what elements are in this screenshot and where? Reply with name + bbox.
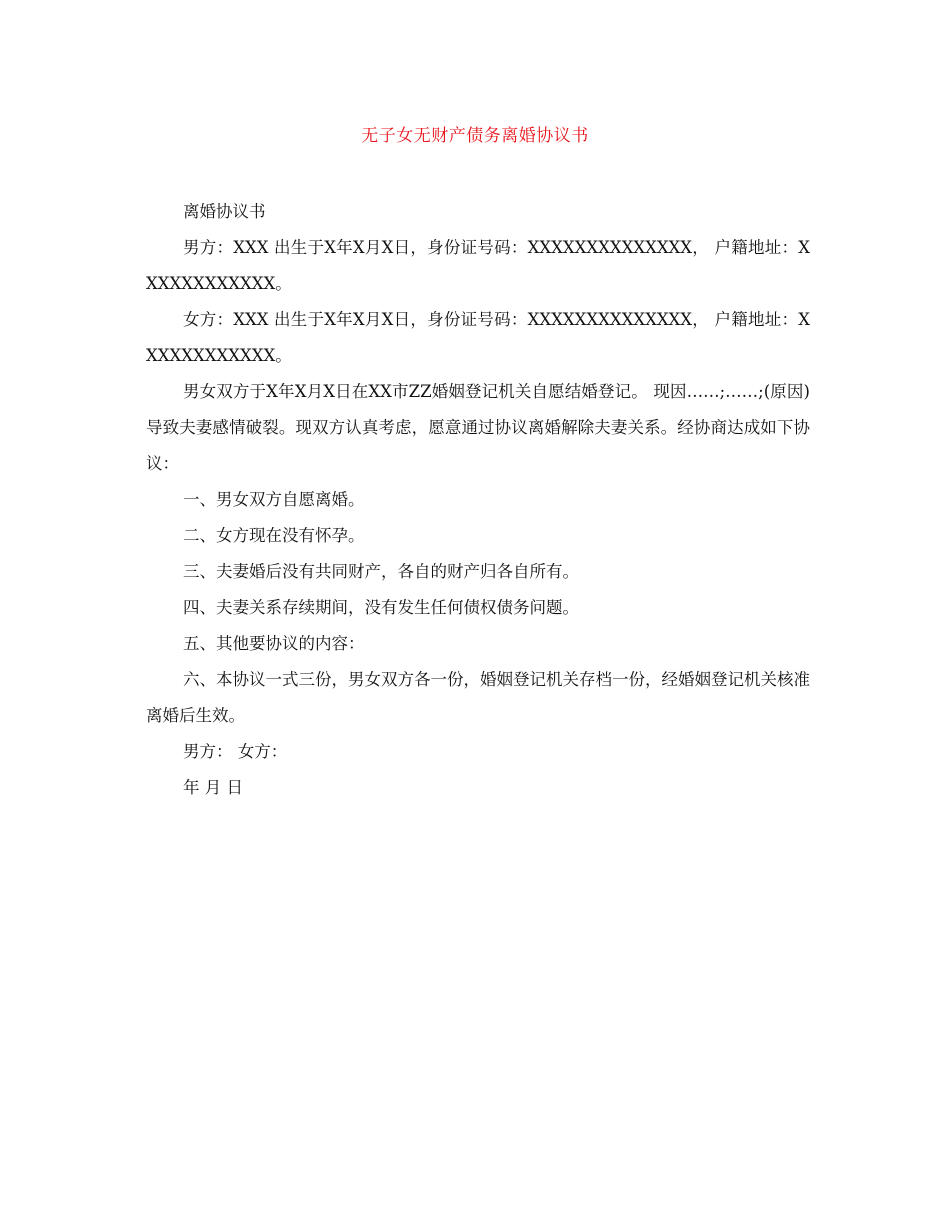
clause-5: 五、其他要协议的内容： [183, 634, 365, 653]
document-body [146, 194, 810, 806]
paragraph-background: 男女双方于X年X月X日在XX市ZZ婚姻登记机关自愿结婚登记。 现因……;……;(原因)导致夫妻感情破裂。现双方认真考虑，愿意通过协议离婚解除夫妻关系。经协商达成如下协议： [146, 382, 810, 473]
clause-6: 六、本协议一式三份，男女双方各一份，婚姻登记机关存档一份，经婚姻登记机关核准离婚后生效。 [146, 670, 810, 725]
date-line: 年 月 日 [183, 778, 243, 797]
signature-line: 男方： 女方： [183, 742, 288, 761]
paragraph-female-party: 女方：XXX 出生于X年X月X日，身份证号码：XXXXXXXXXXXXXX， 户籍地址：XXXXXXXXXXXX。 [146, 310, 810, 365]
paragraph-male-party: 男方：XXX 出生于X年X月X日，身份证号码：XXXXXXXXXXXXXX， 户籍地址：XXXXXXXXXXXX。 [146, 238, 810, 293]
document-title: 无子女无财产债务离婚协议书 [361, 126, 589, 146]
clause-2: 二、女方现在没有怀孕。 [183, 526, 365, 545]
clause-1: 一、男女双方自愿离婚。 [183, 490, 365, 509]
paragraph-heading: 离婚协议书 [183, 202, 266, 221]
clause-4: 四、夫妻关系存续期间，没有发生任何债权债务问题。 [183, 598, 579, 617]
clause-3: 三、夫妻婚后没有共同财产，各自的财产归各自所有。 [183, 562, 579, 581]
